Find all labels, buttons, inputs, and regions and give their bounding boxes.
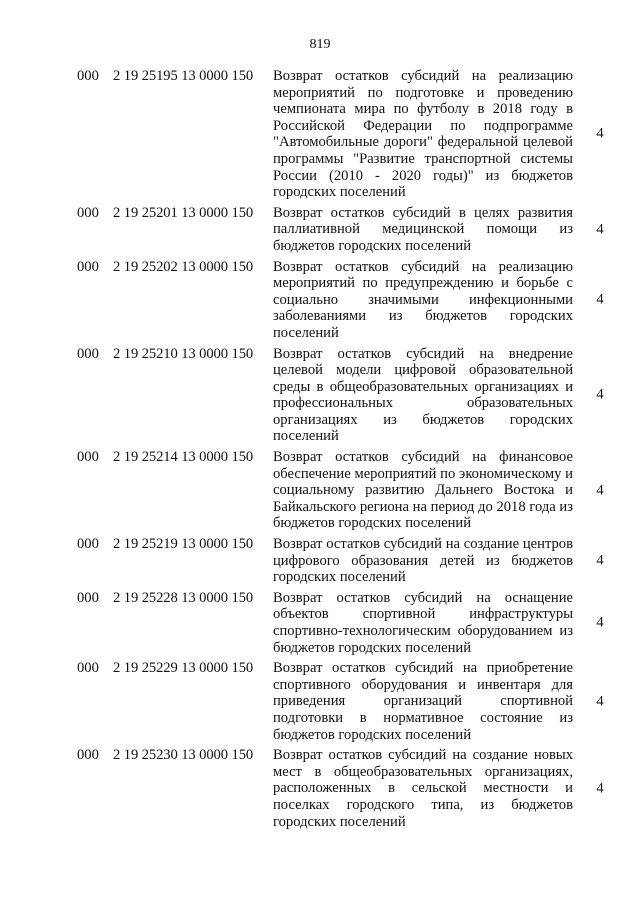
admin-code: 000 <box>77 449 99 466</box>
budget-code: 2 19 25195 13 0000 150 <box>113 68 254 84</box>
level: 4 <box>596 221 604 238</box>
description: Возврат остатков субсидий на оснащение объектов спортивной инфраструктуры спортивно-технологическим оборудованием из бюджетов городских поселений <box>273 589 573 656</box>
level: 4 <box>596 693 604 710</box>
admin-code: 000 <box>77 660 99 677</box>
table-row <box>0 68 640 201</box>
level: 4 <box>596 552 604 569</box>
description: Возврат остатков субсидий на приобретение спортивного оборудования и инвентаря для приведения организаций спортивной подготовки в нормативное состояние из бюджетов городских поселений <box>273 660 573 743</box>
level: 4 <box>596 126 604 143</box>
table-row <box>0 660 640 743</box>
description: Возврат остатков субсидий в целях развития паллиативной медицинской помощи из бюджетов городских поселений <box>273 204 573 254</box>
description: Возврат остатков субсидий на внедрение целевой модели цифровой образовательной среды в общеобразовательных организациях и профессиональных образовательных организациях из бюджетов городских поселений <box>273 345 573 445</box>
level: 4 <box>596 614 604 631</box>
table-row <box>0 259 640 342</box>
admin-code: 000 <box>77 68 99 84</box>
table-row <box>0 747 640 830</box>
description: Возврат остатков субсидий на реализацию мероприятий по подготовке и проведению чемпионата мира по футболу в 2018 году в Российской Федерации по подпрограмме "Автомобильные дороги" федеральной целевой программы "Развитие транспортной системы России (2010 - 2020 годы)" из бюджетов городских поселений <box>273 68 573 201</box>
description: Возврат остатков субсидий на создание центров цифрового образования детей из бюджетов городских поселений <box>273 536 573 586</box>
admin-code: 000 <box>77 204 99 221</box>
table-row <box>0 449 640 532</box>
budget-code: 2 19 25210 13 0000 150 <box>113 345 254 362</box>
budget-code: 2 19 25229 13 0000 150 <box>113 660 254 677</box>
table-row <box>0 536 640 586</box>
admin-code: 000 <box>77 536 99 553</box>
budget-code: 2 19 25230 13 0000 150 <box>113 747 254 764</box>
admin-code: 000 <box>77 747 99 764</box>
level: 4 <box>596 386 604 403</box>
admin-code: 000 <box>77 258 99 275</box>
table-row <box>0 205 640 255</box>
description: Возврат остатков субсидий на создание новых мест в общеобразовательных организациях, расположенных в сельской местности и поселках городского типа, из бюджетов городских поселений <box>273 747 573 830</box>
level: 4 <box>596 291 604 308</box>
page-number: 819 <box>309 37 331 52</box>
description: Возврат остатков субсидий на реализацию мероприятий по предупреждению и борьбе с социально значимыми инфекционными заболеваниями из бюджетов городских поселений <box>273 258 573 341</box>
description: Возврат остатков субсидий на финансовое обеспечение мероприятий по экономическому и социальному развитию Дальнего Востока и Байкальского региона на период до 2018 года из бюджетов городских поселений <box>273 449 573 532</box>
level: 4 <box>596 482 604 499</box>
budget-code: 2 19 25219 13 0000 150 <box>113 536 254 553</box>
admin-code: 000 <box>77 589 99 606</box>
level: 4 <box>596 780 604 797</box>
budget-code: 2 19 25202 13 0000 150 <box>113 258 254 275</box>
admin-code: 000 <box>77 345 99 362</box>
table-row <box>0 346 640 446</box>
budget-classification-table <box>0 68 640 830</box>
budget-code: 2 19 25201 13 0000 150 <box>113 204 254 221</box>
budget-code: 2 19 25214 13 0000 150 <box>113 449 254 466</box>
table-row <box>0 590 640 656</box>
budget-code: 2 19 25228 13 0000 150 <box>113 589 254 606</box>
